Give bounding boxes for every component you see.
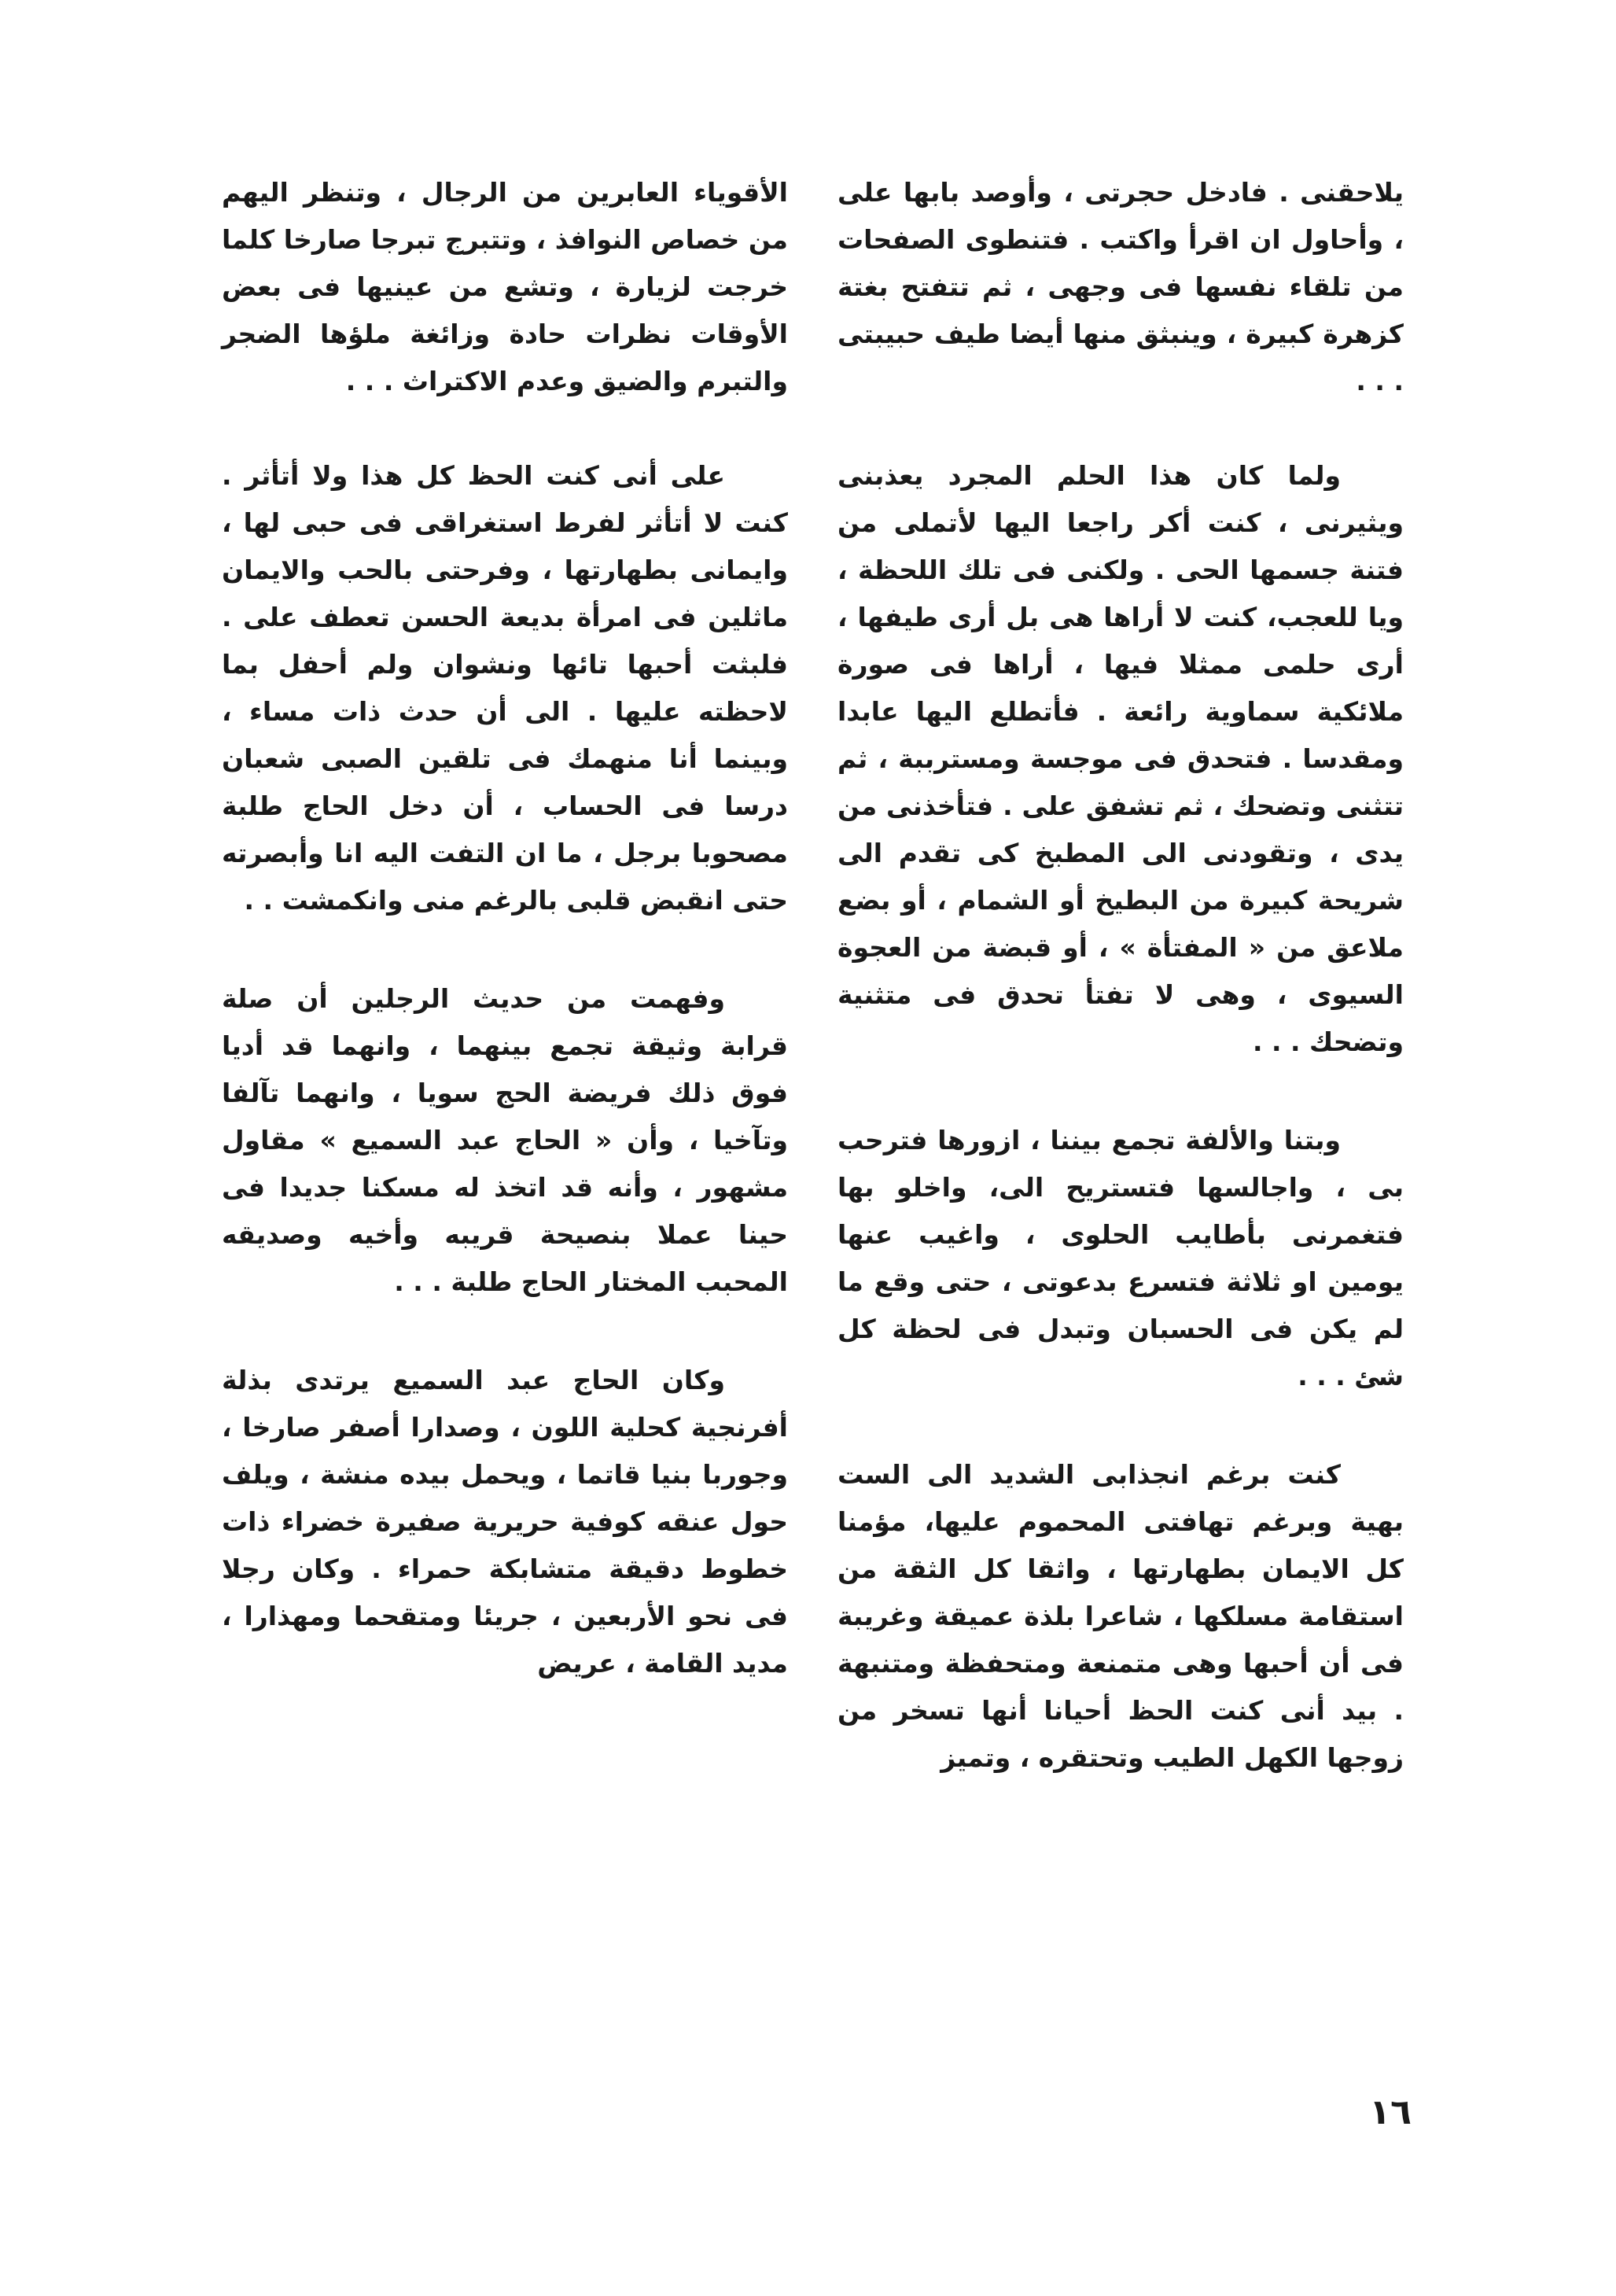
page-number: ١٦ [1369, 2092, 1412, 2132]
left-text-column [222, 169, 788, 1738]
paragraph: كنت برغم انجذابى الشديد الى الست بهية وبرغم تهافتى المحموم عليها، مؤمنا كل الايمان بطهارتها ، واثقا كل الثقة من استقامة مسلكها ، شاعرا بلذة عميقة وغريبة فى أن أحبها وهى متمنعة ومتحفظة ومتنبهة . بيد أنى كنت الحظ أحيانا أنها تسخر من زوجها الكهل الطيب وتحتقره ، وتميز [837, 1459, 1404, 1773]
paragraph: يلاحقنى . فادخل حجرتى ، وأوصد بابها على ، وأحاول ان اقرأ واكتب . فتنطوى الصفحات من تلقاء نفسها فى وجهى ، ثم تتفتح بغتة كزهرة كبيرة ، وينبثق منها أيضا طيف حبيبتى . . . [837, 177, 1404, 396]
paragraph: ولما كان هذا الحلم المجرد يعذبنى ويثيرنى ، كنت أكر راجعا اليها لأتملى من فتنة جسمها الحى . ولكنى فى تلك اللحظة ، ويا للعجب، كنت لا أراها هى بل أرى طيفها ، أرى حلمى ممثلا فيها ، أراها فى صورة ملائكية سماوية رائعة . فأتطلع اليها عابدا ومقدسا . فتحدق فى موجسة ومسترببة ، ثم تتثنى وتضحك ، ثم تشفق على . فتأخذنى من يدى ، وتقودنى الى المطبخ كى تقدم الى شريحة كبيرة من البطيخ أو الشمام ، أو بضع ملاعق من « المفتأة » ، أو قبضة من العجوة السيوى ، وهى لا تفتأ تحدق فى متثنية وتضحك . . . [837, 460, 1404, 1057]
paragraph: وفهمت من حديث الرجلين أن صلة قرابة وثيقة تجمع بينهما ، وانهما قد أديا فوق ذلك فريضة الحج سويا ، وانهما تآلفا وتآخيا ، وأن « الحاج عبد السميع » مقاول مشهور ، وأنه قد اتخذ له مسكنا جديدا فى حينا عملا بنصيحة قريبه وأخيه وصديقه المحبب المختار الحاج طلبة . . . [222, 983, 788, 1297]
paragraph: وكان الحاج عبد السميع يرتدى بذلة أفرنجية كحلية اللون ، وصدارا أصفر صارخا ، وجوربا بنيا قاتما ، ويحمل بيده منشة ، ويلف حول عنقه كوفية حريرية صفيرة خضراء ذات خطوط دقيقة متشابكة حمراء . وكان رجلا فى نحو الأربعين ، جريئا ومتقحما ومهذارا ، مديد القامة ، عريض [222, 1365, 788, 1679]
paragraph: الأقوياء العابرين من الرجال ، وتنظر اليهم من خصاص النوافذ ، وتتبرج تبرجا صارخا كلما خرجت لزيارة ، وتشع من عينيها فى بعض الأوقات نظرات حادة وزائغة ملؤها الضجر والتبرم والضيق وعدم الاكتراث . . . [222, 177, 788, 396]
paragraph: على أنى كنت الحظ كل هذا ولا أتأثر . كنت لا أتأثر لفرط استغراقى فى حبى لها ، وايمانى بطهارتها ، وفرحتى بالحب والايمان ماثلين فى امرأة بديعة الحسن تعطف على . فلبثت أحبها تائها ونشوان ولم أحفل بما لاحظته عليها . الى أن حدث ذات مساء ، وبينما أنا منهمك فى تلقين الصبى شعبان درسا فى الحساب ، أن دخل الحاج طلبة مصحوبا برجل ، ما ان التفت اليه انا وأبصرته حتى انقبض قلبى بالرغم منى وانكمشت . . [222, 460, 788, 916]
right-text-column [837, 169, 1404, 1833]
paragraph: وبتنا والألفة تجمع بيننا ، ازورها فترحب بى ، واجالسها فتستريح الى، واخلو بها فتغمرنى بأطايب الحلوى ، واغيب عنها يومين او ثلاثة فتسرع بدعوتى ، حتى وقع ما لم يكن فى الحسبان وتبدل فى لحظة كل شئ . . . [837, 1125, 1404, 1391]
